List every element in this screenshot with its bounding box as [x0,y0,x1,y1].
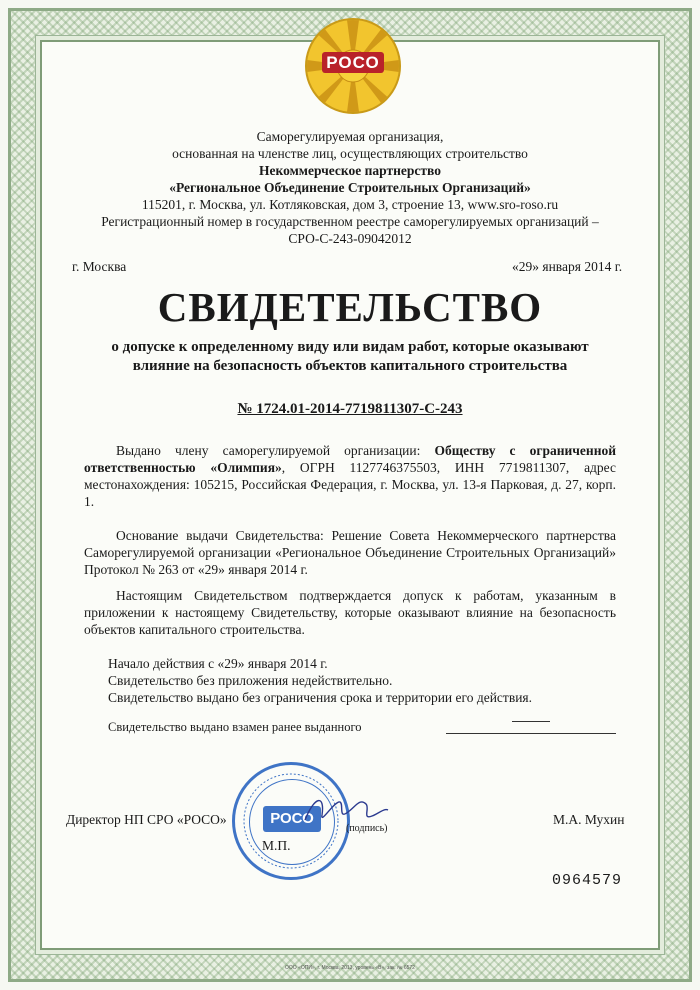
issued-prefix: Выдано члену саморегулируемой организации: [116,443,435,458]
replacement-note: Свидетельство выдано взамен ранее выданного [108,720,362,734]
seal-placeholder: М.П. [262,838,291,853]
replacement-line [446,733,616,734]
place: г. Москва [72,259,127,274]
basis-paragraph: Основание выдачи Свидетельства: Решение Совета Некоммерческого партнерства Саморегулируемой организации «Региональное Объединение Строительных Организаций» Протокол № 263 от «29» января 2014 г. [84,528,616,577]
invalid-note: Свидетельство без приложения недействительно. [108,673,393,688]
start-date: Начало действия с «29» января 2014 г. [108,656,328,671]
header-line-4: «Региональное Объединение Строительных Организаций» [169,180,531,195]
header-address: 115201, г. Москва, ул. Котляковская, дом 3, строение 13, www.sro-roso.ru [141,197,559,212]
issued-paragraph [84,442,616,510]
serial-number: 0964579 [552,872,623,889]
header-line-1: Саморегулируемая организация, [256,129,444,144]
roso-logo [305,18,401,114]
document-subtitle: о допуске к определенному виду или видам работ, которые оказывают влияние на безопасность объектов капитального строительства [111,339,589,374]
stamp-logo: РОСО [263,806,321,832]
logo-text: РОСО [322,52,383,73]
printer-imprint: ООО «ОПИ», г. Москва, 2013, уровень «В», зак. № 6572 [285,965,415,971]
header-registry: Регистрационный номер в государственном реестре саморегулируемых организаций – [101,214,599,229]
header-line-2: основанная на членстве лиц, осуществляющих строительство [172,146,528,161]
confirm-paragraph: Настоящим Свидетельством подтверждается допуск к работам, указанным в приложении к настоящему Свидетельству, которые оказывают влияние на безопасность объектов капитального строительства. [84,588,616,637]
director-title: Директор НП СРО «РОСО» [66,812,227,827]
signer-name: М.А. Мухин [553,812,625,827]
signature-caption: (подпись) [346,823,388,834]
issued-org: Обществу с ограниченной ответственностью «Олимпия» [84,443,616,475]
header-line-3: Некоммерческое партнерство [259,163,441,178]
header-registry-number: СРО-С-243-09042012 [288,231,412,246]
issued-details: , ОГРН 1127746375503, ИНН 7719811307, адрес местонахождения: 105215, Российская Федерация, г. Москва, ул. 13-я Парковая, д. 27, корп. 1. [84,460,616,509]
certificate-number: № 1724.01-2014-7719811307-С-243 [237,401,463,417]
no-limit-note: Свидетельство выдано без ограничения срока и территории его действия. [108,690,533,705]
issue-date: «29» января 2014 г. [512,259,623,274]
replacement-short-line [512,721,550,722]
document-title: СВИДЕТЕЛЬСТВО [157,284,543,330]
